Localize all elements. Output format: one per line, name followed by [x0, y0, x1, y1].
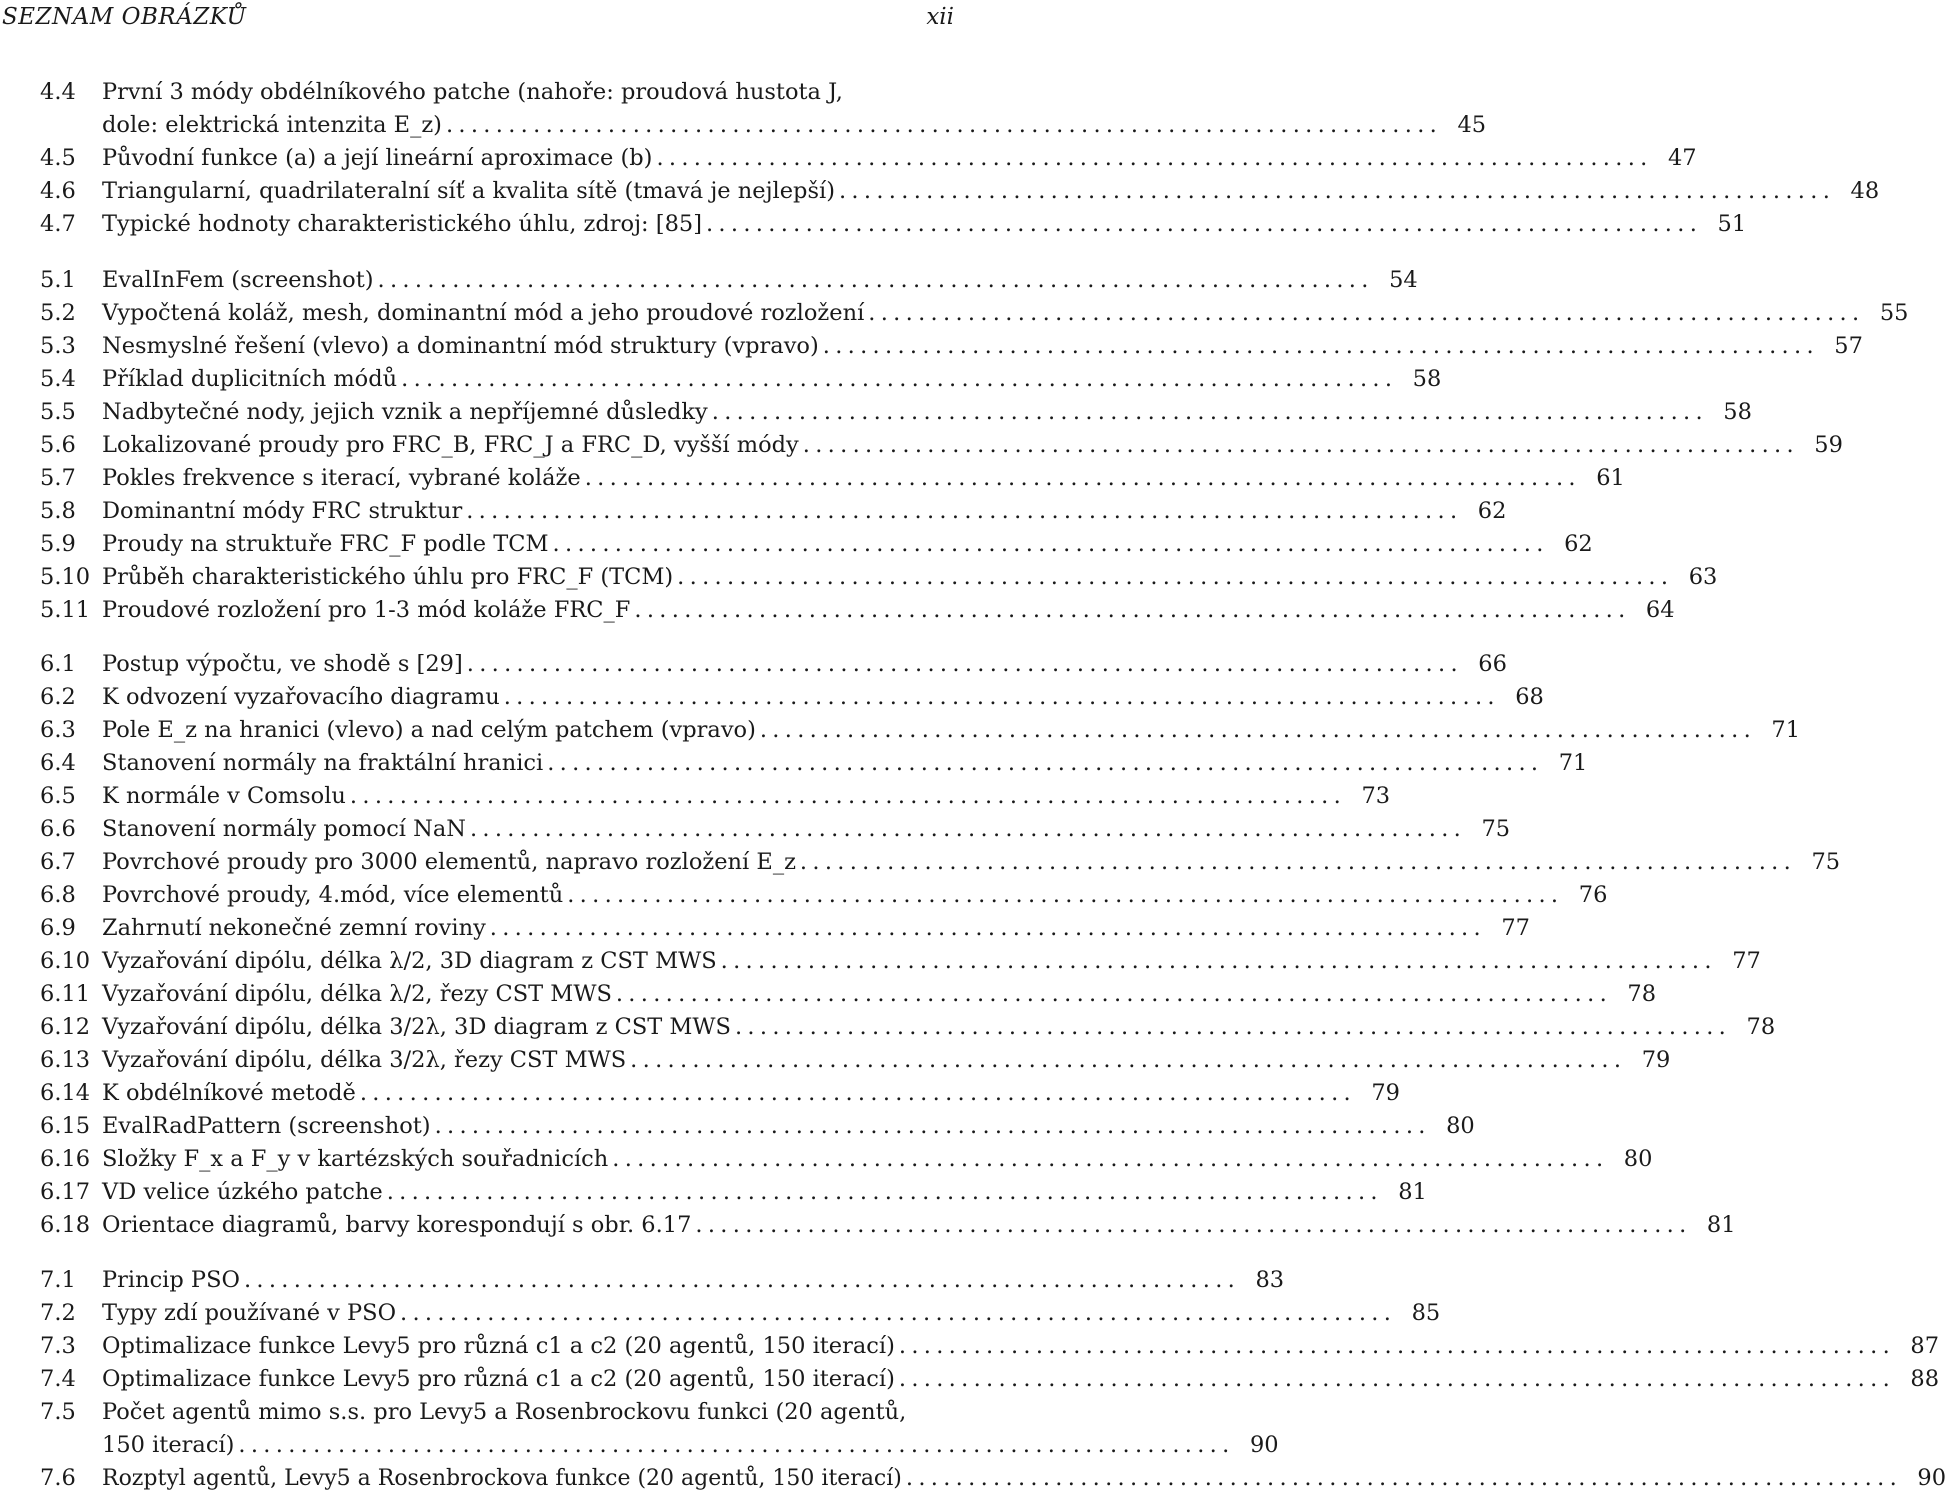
page-reference: 81: [1706, 1212, 1736, 1238]
page-reference: 45: [1457, 112, 1487, 138]
figure-caption: Nadbytečné nody, jejich vznik a nepříjemné důsledky: [102, 399, 708, 425]
toc-entry[interactable]: [40, 1176, 1427, 1209]
toc-entry[interactable]: [40, 528, 1593, 561]
dot-leader: ................................................................................: [243, 1267, 1241, 1293]
figure-number: 7.3: [40, 1333, 76, 1359]
page-reference: 83: [1255, 1267, 1285, 1293]
page-reference: 59: [1814, 432, 1843, 458]
page-reference: 71: [1771, 717, 1801, 743]
dot-leader: ................................................................................: [677, 564, 1674, 590]
dot-leader: ................................................................................: [238, 1432, 1235, 1458]
page-reference: 58: [1723, 399, 1752, 425]
dot-leader: ................................................................................: [759, 717, 1757, 743]
toc-entry[interactable]: [40, 264, 1418, 297]
figure-number: 5.11: [40, 597, 91, 623]
toc-entry[interactable]: [40, 396, 1752, 429]
figure-caption: Rozptyl agentů, Levy5 a Rosenbrockova funkce (20 agentů, 150 iterací): [102, 1466, 902, 1491]
page-reference: 63: [1688, 564, 1718, 590]
figure-caption: VD velice úzkého patche: [102, 1179, 383, 1205]
page-reference: 78: [1627, 981, 1657, 1007]
toc-entry[interactable]: [40, 594, 1675, 627]
dot-leader: ................................................................................: [466, 651, 1463, 677]
toc-entry[interactable]: [40, 747, 1588, 780]
figure-caption: Vypočtená koláž, mesh, dominantní mód a jeho proudové rozložení: [102, 300, 865, 326]
toc-entry[interactable]: [40, 495, 1507, 528]
figure-caption: dole: elektrická intenzita E_z): [102, 112, 442, 138]
figure-caption: Vyzařování dipólu, délka λ/2, 3D diagram z CST MWS: [102, 948, 717, 974]
figure-number: 4.4: [40, 79, 76, 105]
toc-entry[interactable]: [40, 1330, 1940, 1363]
dot-leader: ................................................................................: [400, 1300, 1397, 1326]
figure-caption: K normále v Comsolu: [102, 783, 346, 809]
page-reference: 85: [1411, 1300, 1441, 1326]
figure-caption: Triangularní, quadrilateralní síť a kvalita sítě (tmavá je nejlepší): [102, 178, 835, 204]
page-reference: 57: [1834, 333, 1863, 359]
figure-caption: Proudy na struktuře FRC_F podle TCM: [102, 531, 549, 557]
page-reference: 51: [1717, 211, 1747, 237]
page-reference: 55: [1879, 300, 1909, 326]
figure-caption: Proudové rozložení pro 1-3 mód koláže FRC_F: [102, 597, 631, 623]
toc-entry[interactable]: [40, 462, 1625, 495]
page-reference: 75: [1811, 849, 1841, 875]
toc-entry[interactable]: [40, 681, 1544, 714]
figure-caption: Počet agentů mimo s.s. pro Levy5 a Rosenbrockovu funkci (20 agentů,: [102, 1399, 907, 1425]
page-reference: 90: [1249, 1432, 1279, 1458]
toc-entry[interactable]: [40, 109, 1487, 142]
figure-caption: První 3 módy obdélníkového patche (nahoře: proudová hustota J,: [102, 79, 843, 105]
page-reference: 75: [1481, 816, 1511, 842]
page-reference: 66: [1478, 651, 1507, 677]
toc-entry[interactable]: [40, 297, 1909, 330]
figure-number: 5.1: [40, 267, 76, 293]
page-reference: 47: [1667, 145, 1697, 171]
toc-entry[interactable]: [40, 1264, 1285, 1297]
dot-leader: ................................................................................: [695, 1212, 1692, 1238]
toc-entry[interactable]: [40, 142, 1697, 175]
dot-leader: ................................................................................: [898, 1366, 1896, 1392]
figure-number: 6.18: [40, 1212, 91, 1238]
figure-number: 6.4: [40, 750, 76, 776]
figure-caption: Nesmyslné řešení (vlevo) a dominantní mód struktury (vpravo): [102, 333, 819, 359]
figure-number: 6.5: [40, 783, 76, 809]
toc-entry[interactable]: [40, 330, 1863, 363]
figure-number: 7.5: [40, 1399, 76, 1425]
page-reference: 87: [1910, 1333, 1940, 1359]
figure-number: 6.13: [40, 1047, 91, 1073]
dot-leader: ................................................................................: [822, 333, 1819, 359]
dot-leader: ................................................................................: [584, 465, 1581, 491]
dot-leader: ................................................................................: [401, 366, 1398, 392]
page-reference: 80: [1623, 1146, 1653, 1172]
page-reference: 73: [1361, 783, 1391, 809]
figure-caption: K odvození vyzařovacího diagramu: [102, 684, 500, 710]
page-reference: 76: [1578, 882, 1608, 908]
figure-number: 6.14: [40, 1080, 91, 1106]
page-reference: 80: [1446, 1113, 1475, 1139]
dot-leader: ................................................................................: [434, 1113, 1431, 1139]
toc-entry[interactable]: [40, 1396, 956, 1429]
figure-number: 7.6: [40, 1465, 76, 1491]
figure-caption: Původní funkce (a) a její lineární aproximace (b): [102, 145, 653, 171]
toc-entry[interactable]: [40, 1077, 1400, 1110]
figure-number: 5.10: [40, 564, 91, 590]
dot-leader: ................................................................................: [547, 750, 1544, 776]
figure-caption: Dominantní módy FRC struktur: [102, 498, 463, 524]
toc-entry[interactable]: [40, 363, 1442, 396]
figure-caption: Složky F_x a F_y v kartézských souřadnicích: [102, 1146, 609, 1172]
toc-entry[interactable]: [40, 429, 1843, 462]
page-reference: 90: [1917, 1465, 1946, 1491]
figure-number: 7.2: [40, 1300, 76, 1326]
toc-entry[interactable]: [40, 1297, 1441, 1330]
figure-number: 7.1: [40, 1267, 76, 1293]
dot-leader: ................................................................................: [799, 849, 1797, 875]
page-reference: 54: [1389, 267, 1418, 293]
dot-leader: ................................................................................: [630, 1047, 1627, 1073]
dot-leader: ................................................................................: [802, 432, 1799, 458]
figure-number: 6.1: [40, 651, 76, 677]
figure-number: 6.15: [40, 1113, 91, 1139]
dot-leader: ................................................................................: [612, 1146, 1609, 1172]
figure-number: 5.5: [40, 399, 76, 425]
running-header: [0, 0, 960, 40]
figure-caption: Příklad duplicitních módů: [102, 366, 398, 392]
figure-number: 6.12: [40, 1014, 91, 1040]
page-reference: 78: [1746, 1014, 1776, 1040]
dot-leader: ................................................................................: [720, 948, 1717, 974]
dot-leader: ................................................................................: [489, 915, 1486, 941]
figure-caption: Pokles frekvence s iterací, vybrané koláže: [102, 465, 581, 491]
figure-caption: Pole E_z na hranici (vlevo) a nad celým patchem (vpravo): [102, 717, 756, 743]
figure-number: 6.11: [40, 981, 91, 1007]
toc-entry[interactable]: [40, 208, 1747, 241]
dot-leader: ................................................................................: [615, 981, 1613, 1007]
figure-caption: Typické hodnoty charakteristického úhlu, zdroj: [85]: [102, 211, 702, 237]
dot-leader: ................................................................................: [868, 300, 1865, 326]
figure-number: 6.17: [40, 1179, 91, 1205]
toc-entry[interactable]: [40, 813, 1511, 846]
figure-caption: Průběh charakteristického úhlu pro FRC_F (TCM): [102, 564, 674, 590]
page-reference: 81: [1398, 1179, 1427, 1205]
dot-leader: ................................................................................: [905, 1465, 1903, 1491]
figure-number: 5.6: [40, 432, 76, 458]
toc-entry[interactable]: [40, 1462, 1946, 1495]
dot-leader: ................................................................................: [567, 882, 1564, 908]
figure-number: 6.8: [40, 882, 76, 908]
page-reference: 77: [1501, 915, 1530, 941]
dot-leader: ................................................................................: [466, 498, 1463, 524]
figure-number: 6.10: [40, 948, 91, 974]
figure-caption: Orientace diagramů, barvy korespondují s obr. 6.17: [102, 1212, 692, 1238]
toc-entry[interactable]: [40, 978, 1657, 1011]
toc-entry[interactable]: [40, 1011, 1776, 1044]
toc-entry[interactable]: [40, 912, 1530, 945]
figure-number: 6.7: [40, 849, 76, 875]
figure-number: 6.2: [40, 684, 76, 710]
page-number: xii: [926, 4, 954, 30]
page-reference: 79: [1641, 1047, 1671, 1073]
page-reference: 68: [1515, 684, 1544, 710]
figure-caption: K obdélníkové metodě: [102, 1080, 356, 1106]
toc-entry[interactable]: [40, 561, 1718, 594]
figure-number: 5.3: [40, 333, 76, 359]
page-reference: 79: [1371, 1080, 1400, 1106]
figure-number: 4.7: [40, 211, 76, 237]
page-reference: 71: [1558, 750, 1588, 776]
figure-caption: Zahrnutí nekonečné zemní roviny: [102, 915, 486, 941]
figure-caption: EvalRadPattern (screenshot): [102, 1113, 431, 1139]
dot-leader: ................................................................................: [552, 531, 1549, 557]
figure-number: 6.6: [40, 816, 76, 842]
figure-number: 6.9: [40, 915, 76, 941]
figure-number: 5.4: [40, 366, 76, 392]
figure-caption: Stanovení normály pomocí NaN: [102, 816, 466, 842]
toc-entry[interactable]: [40, 1429, 1279, 1462]
figure-number: 6.16: [40, 1146, 91, 1172]
dot-leader: ................................................................................: [386, 1179, 1383, 1205]
figure-caption: Vyzařování dipólu, délka 3/2λ, 3D diagram z CST MWS: [102, 1014, 731, 1040]
toc-entry[interactable]: [40, 76, 956, 109]
figure-caption: Typy zdí používané v PSO: [102, 1300, 397, 1326]
toc-entry[interactable]: [40, 945, 1761, 978]
page-reference: 77: [1732, 948, 1761, 974]
toc-entry[interactable]: [40, 1110, 1475, 1143]
dot-leader: ................................................................................: [503, 684, 1500, 710]
figure-caption: Vyzařování dipólu, délka λ/2, řezy CST MWS: [102, 981, 612, 1007]
figure-number: 4.6: [40, 178, 76, 204]
figure-caption: Lokalizované proudy pro FRC_B, FRC_J a FRC_D, vyšší módy: [102, 432, 799, 458]
dot-leader: ................................................................................: [445, 112, 1443, 138]
figure-caption: Stanovení normály na fraktální hranici: [102, 750, 544, 776]
dot-leader: ................................................................................: [349, 783, 1347, 809]
toc-entry[interactable]: [40, 648, 1507, 681]
figure-number: 6.3: [40, 717, 76, 743]
figure-caption: EvalInFem (screenshot): [102, 267, 374, 293]
figure-number: 5.9: [40, 531, 76, 557]
figure-caption: Postup výpočtu, ve shodě s [29]: [102, 651, 463, 677]
toc-entry[interactable]: [40, 1363, 1940, 1396]
figure-caption: Optimalizace funkce Levy5 pro různá c1 a c2 (20 agentů, 150 iterací): [102, 1333, 895, 1359]
toc-entry[interactable]: [40, 879, 1608, 912]
dot-leader: ................................................................................: [838, 178, 1836, 204]
page-reference: 62: [1564, 531, 1593, 557]
figure-caption: Optimalizace funkce Levy5 pro různá c1 a c2 (20 agentů, 150 iterací): [102, 1366, 895, 1392]
figure-caption: Povrchové proudy, 4.mód, více elementů: [102, 882, 564, 908]
dot-leader: ................................................................................: [711, 399, 1708, 425]
figure-number: 5.7: [40, 465, 76, 491]
page-reference: 58: [1412, 366, 1442, 392]
figure-number: 4.5: [40, 145, 76, 171]
page-reference: 64: [1645, 597, 1675, 623]
figure-number: 7.4: [40, 1366, 76, 1392]
dot-leader: ................................................................................: [469, 816, 1467, 842]
toc-entry[interactable]: [40, 1143, 1653, 1176]
section-title: SEZNAM OBRÁZKŮ: [2, 4, 247, 30]
dot-leader: ................................................................................: [359, 1080, 1356, 1106]
toc-entry[interactable]: [40, 175, 1880, 208]
figure-caption: Vyzařování dipólu, délka 3/2λ, řezy CST MWS: [102, 1047, 627, 1073]
dot-leader: ................................................................................: [634, 597, 1631, 623]
dot-leader: ................................................................................: [377, 267, 1374, 293]
figure-caption: 150 iterací): [102, 1432, 235, 1458]
toc-entry[interactable]: [40, 846, 1841, 879]
toc-entry[interactable]: [40, 780, 1391, 813]
dot-leader: ................................................................................: [734, 1014, 1732, 1040]
dot-leader: ................................................................................: [898, 1333, 1896, 1359]
toc-entry[interactable]: [40, 1044, 1671, 1077]
page-reference: 48: [1850, 178, 1880, 204]
dot-leader: ................................................................................: [705, 211, 1703, 237]
page-reference: 88: [1910, 1366, 1940, 1392]
dot-leader: ................................................................................: [656, 145, 1653, 171]
figure-caption: Povrchové proudy pro 3000 elementů, napravo rozložení E_z: [102, 849, 796, 875]
toc-entry[interactable]: [40, 714, 1801, 747]
page-reference: 61: [1596, 465, 1625, 491]
figure-caption: Princip PSO: [102, 1267, 240, 1293]
figure-number: 5.8: [40, 498, 76, 524]
toc-entry[interactable]: [40, 1209, 1736, 1242]
figure-number: 5.2: [40, 300, 76, 326]
page-reference: 62: [1477, 498, 1507, 524]
